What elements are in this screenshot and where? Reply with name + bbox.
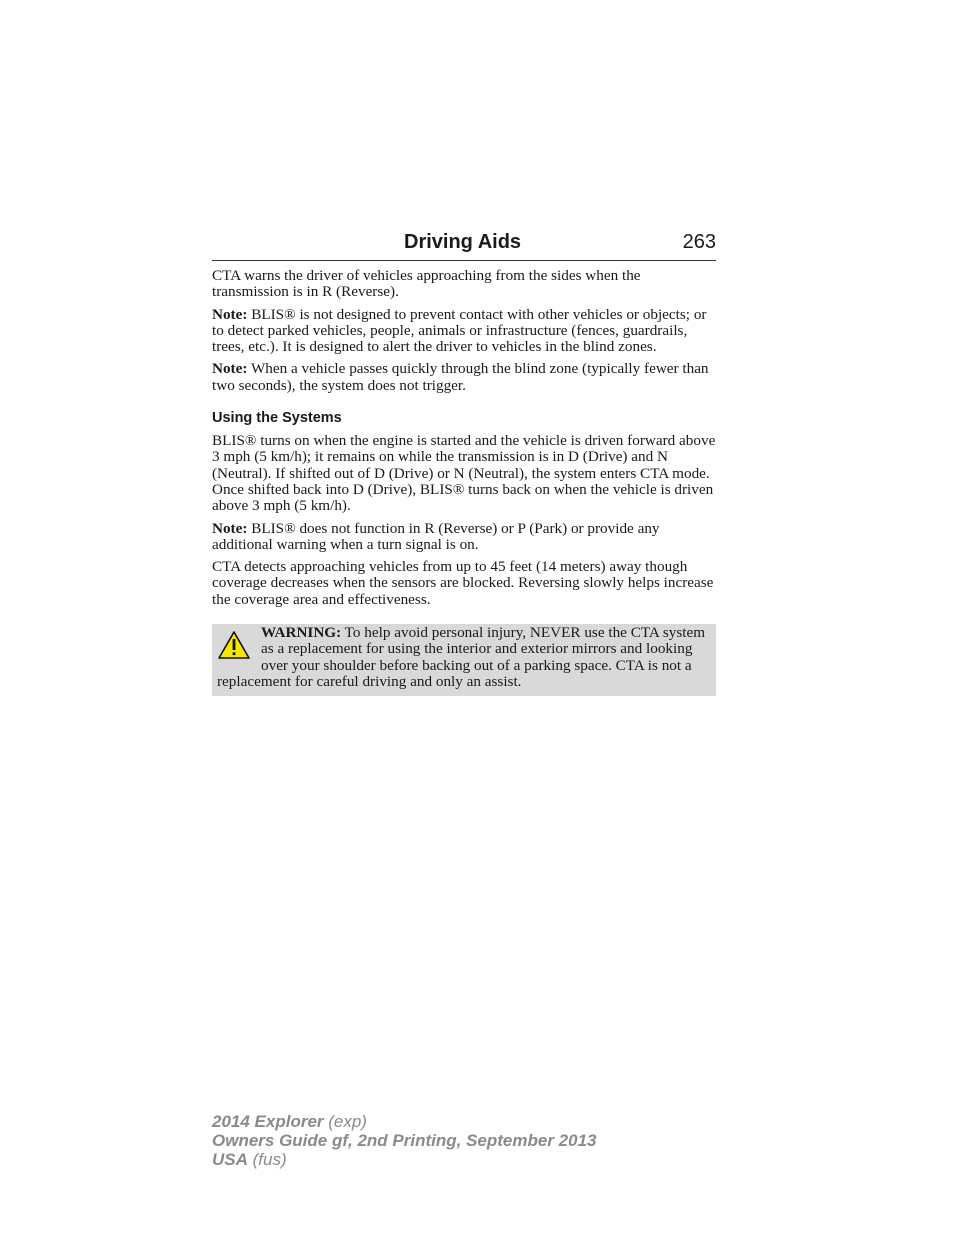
- note-blis-limitations: [212, 307, 716, 356]
- footer-region: USA: [212, 1150, 248, 1169]
- footer-model: 2014 Explorer: [212, 1112, 324, 1131]
- warning-text: [217, 625, 709, 690]
- warning-body: To help avoid personal injury, NEVER use the CTA system as a replacement for using the interior and exterior mirrors and looking over your shoulder before backing out of a parking space. CTA is not a replacement for careful driving and only an assist.: [217, 624, 706, 690]
- page-number: 263: [682, 231, 716, 253]
- footer-printing: Owners Guide gf, 2nd Printing, September 2013: [212, 1131, 597, 1150]
- note-text: BLIS® is not designed to prevent contact with other vehicles or objects; or to detect parked vehicles, people, animals or infrastructure (fences, guardrails, trees, etc.). It is designed to alert the driver to vehicles in the blind zones.: [212, 305, 707, 356]
- page-content: [212, 268, 716, 696]
- note-text: When a vehicle passes quickly through the blind zone (typically fewer than two seconds), the system does not trigger.: [212, 360, 709, 394]
- note-quick-pass: [212, 361, 716, 394]
- note-label: Note:: [212, 519, 248, 537]
- page-footer: [212, 1112, 596, 1169]
- warning-triangle-icon: [217, 630, 251, 660]
- paragraph-blis-operation: BLIS® turns on when the engine is started and the vehicle is driven forward above 3 mph (5 km/h); it remains on while the transmission is in D (Drive) and N (Neutral). If shifted out of D (Drive) or N (Neutral), the system enters CTA mode. Once shifted back into D (Drive), BLIS® turns back on when the vehicle is driven above 3 mph (5 km/h).: [212, 432, 716, 515]
- page-header: [212, 230, 716, 261]
- footer-line-model: [212, 1112, 596, 1131]
- paragraph-cta-range: CTA detects approaching vehicles from up to 45 feet (14 meters) away though coverage decreases when the sensors are blocked. Reversing slowly helps increase the coverage area and effectiveness.: [212, 558, 714, 608]
- footer-region-code: (fus): [247, 1150, 287, 1169]
- note-label: Note:: [212, 305, 248, 323]
- note-text: BLIS® does not function in R (Reverse) or P (Park) or provide any additional warning when a turn signal is on.: [212, 519, 660, 553]
- footer-line-region: [212, 1150, 596, 1169]
- section-heading: Using the Systems: [212, 410, 342, 427]
- footer-line-printing: [212, 1131, 596, 1150]
- warning-box: [212, 624, 716, 696]
- paragraph-cta-intro: CTA warns the driver of vehicles approaching from the sides when the transmission is in R (Reverse).: [212, 267, 641, 301]
- footer-model-code: (exp): [323, 1112, 367, 1131]
- page-title: Driving Aids: [404, 231, 522, 253]
- note-label: Note:: [212, 360, 248, 378]
- note-blis-reverse: [212, 521, 716, 554]
- warning-label: WARNING:: [261, 624, 342, 642]
